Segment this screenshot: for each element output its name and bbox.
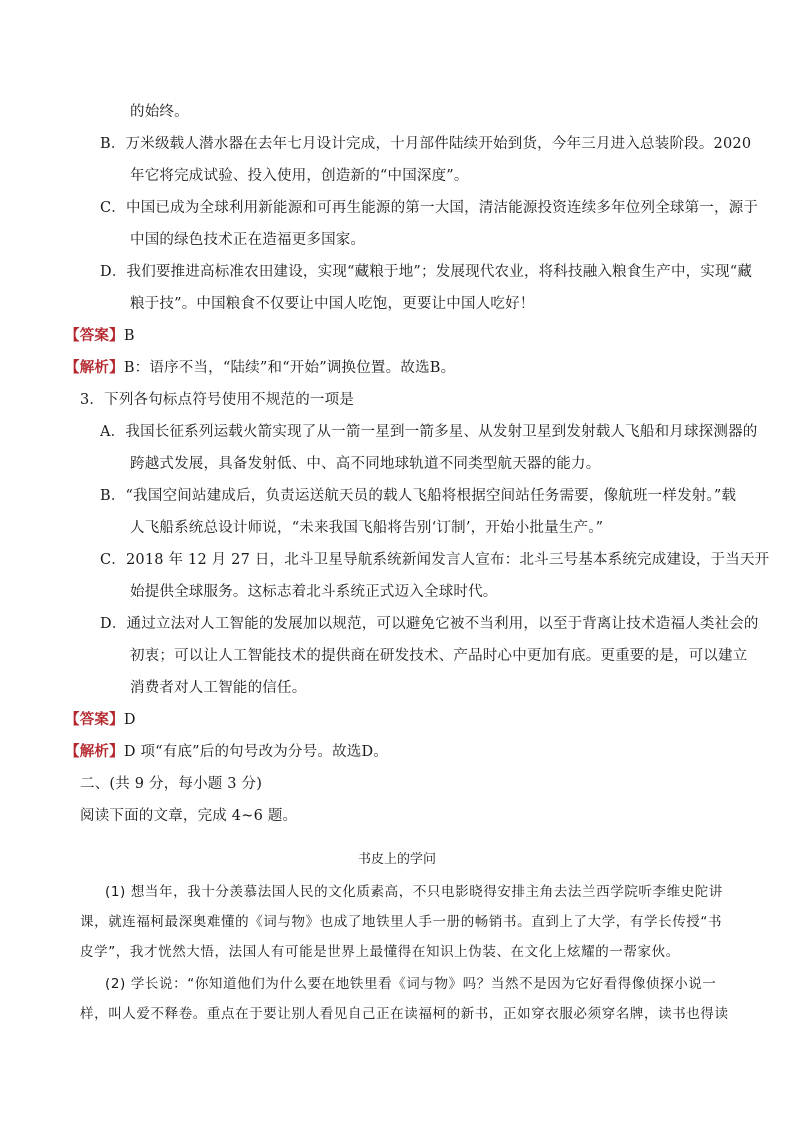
q2-analysis [65,358,455,378]
passage-para2-line2: 样，叫人爱不释卷。重点在于要让别人看见自己正在读福柯的新书，正如穿衣服必须穿名牌，读书也得读 [80,1006,729,1022]
q2-option-b-line2: 年它将完成试验、投入使用，创造新的“中国深度”。 [130,168,469,184]
q2-option-c-line2: 中国的绿色技术正在造福更多国家。 [130,232,366,248]
passage-para1-line2: 课，就连福柯最深奥难懂的《词与物》也成了地铁里人手一册的畅销书。直到上了大学，有学长传授“书 [80,914,723,930]
q3-option-d-line1: D．通过立法对人工智能的发展加以规范，可以避免它被不当利用，以至于背离让技术造福人类社会的 [100,616,759,632]
q3-option-a-line2: 跨越式发展，具备发射低、中、高不同地球轨道不同类型航天器的能力。 [130,456,601,472]
q2-option-d-line1: D．我们要推进高标准农田建设，实现“藏粮于地”；发展现代农业，将科技融入粮食生产中，实现“藏 [100,264,753,280]
passage-para2-line1: (2) 学长说：“你知道他们为什么要在地铁里看《词与物》吗？当然不是因为它好看得像侦探小说一 [105,976,717,992]
passage-para1-line3: 皮学”，我才恍然大悟，法国人有可能是世界上最懂得在知识上伪装、在文化上炫耀的一帮家伙。 [80,944,680,960]
analysis-tag: 【解析】 [65,743,124,760]
q2-option-c-line1: C．中国已成为全球利用新能源和可再生能源的第一大国，清洁能源投资连续多年位列全球第一，源于 [100,200,759,216]
q3-option-c-line2: 始提供全球服务。这标志着北斗系统正式迈入全球时代。 [130,584,498,600]
q3-answer [65,710,136,730]
answer-tag: 【答案】 [65,327,124,344]
q3-option-a-line1: A．我国长征系列运载火箭实现了从一箭一星到一箭多星、从发射卫星到发射载人飞船和月球探测器的 [100,424,758,440]
passage-para1-line1: (1) 想当年，我十分羡慕法国人民的文化质素高，不只电影晓得安排主角去法兰西学院听李维史陀讲 [105,884,724,900]
q3-option-d-line2: 初衷；可以让人工智能技术的提供商在研发技术、产品时心中更加有底。更重要的是，可以建立 [130,648,748,664]
q3-option-b-line1: B．“我国空间站建成后，负责运送航天员的载人飞船将根据空间站任务需要，像航班一样发射。”载 [100,488,737,504]
analysis-tag: 【解析】 [65,359,124,376]
q3-option-b-line2: 人飞船系统总设计师说，“未来我国飞船将告别‘订制’，开始小批量生产。” [130,520,604,536]
q3-option-c-line1: C．2018 年 12 月 27 日，北斗卫星导航系统新闻发言人宣布：北斗三号基本系统完成建设，于当天开 [100,552,770,568]
answer-value: D [123,712,136,728]
q3-analysis [65,742,388,762]
q2-option-b-line1: B．万米级载人潜水器在去年七月设计完成，十月部件陆续开始到货，今年三月进入总装阶段。2020 [100,136,752,152]
q3-stem: 3．下列各句标点符号使用不规范的一项是 [80,392,355,408]
analysis-text: D 项“有底”后的句号改为分号。故选D。 [123,744,388,760]
q3-option-d-line3: 消费者对人工智能的信任。 [130,680,307,696]
answer-tag: 【答案】 [65,711,124,728]
passage-title: 书皮上的学问 [357,852,436,867]
section-instruction: 阅读下面的文章，完成 4~6 题。 [80,808,298,824]
section-heading: 二、(共 9 分，每小题 3 分) [80,776,263,792]
analysis-text: B：语序不当，“陆续”和“开始”调换位置。故选B。 [123,360,456,376]
q2-answer [65,326,135,346]
q2-cont-line: 的始终。 [130,104,189,120]
q2-option-d-line2: 粮于技”。中国粮食不仅要让中国人吃饱，更要让中国人吃好！ [130,296,535,312]
answer-value: B [123,328,135,344]
